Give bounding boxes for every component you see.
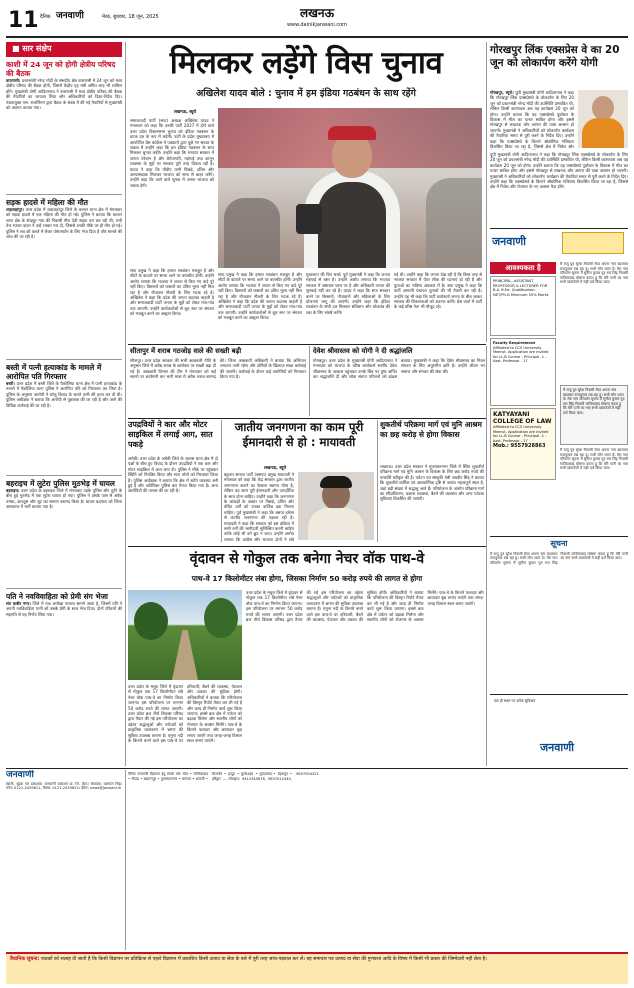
classifieds-banner [490, 228, 628, 258]
arson-body: अमेठी। उत्तर प्रदेश के अमेठी जिले के जायस थाना क्षेत्र में दो पक्षों के बीच हुए विवाद के दौरान उपद्रवियों ने एक कार और मोटर साइकिल में आग लगा दी। पुलिस ने मौके पर पहुंचकर स्थिति को नियंत्रित किया और सात लोगों को गिरफ्तार किया है। पुलिस अधीक्षक ने बताया कि क्षेत्र में शांति व्यवस्था बनी हुई है और अतिरिक्त पुलिस बल तैनात किया गया है। अन्य आरोपियों की तलाश की जा रही है। [128, 456, 218, 494]
column-divider [125, 770, 126, 950]
notices-body: मैं राजू पुत्र सुरेश निवासी मेरठ अपना नाम बदलकर राजकुमार रख रहा हूं। सभी लोग ध्यान दें। मेरा नाम परिवर्तन सूचना मैं सुनील कुमार पुत्र राम सिंह निवासी गाजियाबाद घोषणा करता हूं कि मेरी पत्नी का नाम सभी दस्तावेजों में सही दर्ज किया जाए। [490, 551, 628, 565]
classifieds-footer [490, 694, 628, 766]
sidebar-item-headline: बहराइच में लुटेरा पुलिस मुठभेड़ में घायल [6, 479, 115, 488]
photo-saffron-robe [582, 118, 624, 148]
sidebar-item-body [6, 381, 122, 471]
sitapur-body: सीतापुर। उत्तर प्रदेश सरकार की सभी आबकारी नीति के अनुसार जिले में अवैध शराब के कारोबार पर सख्ती बढ़ा दी गई है। आबकारी विभाग की टीम ने मंगलवार को कई स्थानों पर छापेमारी कर भारी मात्रा में अवैध शराब बरामद की। जिला आबकारी अधिकारी ने बताया कि अभियान लगातार जारी रहेगा और दोषियों के खिलाफ सख्त कार्रवाई की जाएगी। कार्रवाई के दौरान कई आरोपियों को गिरफ्तार किया गया है। [130, 358, 306, 380]
mayawati-dateline: लखनऊ, ब्यूरो [264, 466, 287, 471]
lead-headline: मिलकर लड़ेंगे विस चुनाव [169, 45, 443, 81]
photo-person-side [224, 198, 280, 268]
photo-mic [296, 204, 322, 234]
section-title: लखनऊ [299, 6, 335, 20]
vrindavan-headline: वृंदावन से गोकुल तक बनेगा नेचर वॉक पाथ-वे [189, 551, 425, 567]
sidebar-item [6, 194, 122, 355]
website-link[interactable]: www.dainikjanwani.com [286, 22, 348, 28]
yogi-tribute-body: गोरखपुर। उत्तर प्रदेश के मुख्यमंत्री योगी आदित्यनाथ ने मंगलवार को भाजपा के वरिष्ठ कार्यकर्ता स्वर्गीय देवेश श्रीवास्तव के आवास पहुंचकर उनके चित्र पर पुष्प अर्पित कर श्रद्धांजलि दी और शोक संतप्त परिजनों को ढांढस बंधाया। मुख्यमंत्री ने कहा कि देवेश श्रीवास्तव का निधन संगठन के लिए अपूरणीय क्षति है। उन्होंने जीवन भर समाज और संगठन की सेवा की। [313, 358, 485, 380]
sidebar-header-label: सार संक्षेप [22, 44, 52, 53]
photo-hair [320, 476, 352, 488]
lead-column-1: समाजवादी पार्टी (सपा) अध्यक्ष अखिलेश यादव ने मंगलवार को कहा कि उनकी पार्टी 2027 में होने वाले उत्तर प्रदेश विधानसभा चुनाव को इंडिया गठबंधन के घटक दल के रूप में लड़ेगी। पार्टी के प्रदेश मुख्यालय में आयोजित प्रेस कांफ्रेंस में पत्रकारों द्वारा पूछे गए सवाल के जवाब में उन्होंने कहा कि हम इंडिया गठबंधन के साथ मिलकर चुनाव लड़ेंगे। उन्होंने कहा कि भाजपा सरकार में जनता परेशान है और बेरोजगारी, महंगाई तथा कानून व्यवस्था के मुद्दों पर सरकार पूरी तरह विफल रही है। यादव ने कहा कि पीडीए यानी पिछड़े, दलित और अल्पसंख्यक मिलकर भाजपा को सत्ता से बाहर करेंगे। उन्होंने कहा कि आने वाले चुनाव में जनता भाजपा को जवाब देगी। [130, 118, 214, 188]
ads-directory: दैनिक जनवाणी विज्ञापन हेतु संपर्क करें: मेरठ • गाजियाबाद • नोएडा • सहारनपुर • मुजफ्फरनगर • बागपत • शामली • बिजनौर • हापुड़ • बुलंदशहर • मुरादाबाद • देहरादून • हरिद्वार — मोबाइल: 9412345678, 9837012345, 9897054321 [128, 772, 319, 781]
mayawati-body-1: बहुजन समाज पार्टी (बसपा) प्रमुख मायावती ने मंगलवार को कहा कि केंद्र सरकार द्वारा जातीय जनगणना कराने का फैसला स्वागत योग्य है, लेकिन यह काम पूरी ईमानदारी और पारदर्शिता के साथ होना चाहिए। उन्होंने कहा कि जनगणना के आंकड़ों के आधार पर पिछड़े, दलित और वंचित वर्गों को उनका वाजिब हक मिलना चाहिए। पूर्व मुख्यमंत्री ने कहा कि बसपा हमेशा से जातीय जनगणना की पक्षधर रही है। मायावती ने कहा कि सरकार को इस प्रक्रिया में सभी वर्गों की भागीदारी सुनिश्चित करनी चाहिए ताकि कोई भी वर्ग छूट न जाए। उन्होंने आरोप लगाया कि कांग्रेस और भाजपा दोनों ने लंबे [224, 472, 294, 542]
lead-photo-akhilesh [218, 108, 482, 268]
sidebar-item-text: प्रधानमंत्री नरेन्द्र मोदी के संसदीय क्षेत्र वाराणसी में 24 जून को मध्य क्षेत्रीय परिषद की बैठक होगी, जिसमें केंद्रीय गृह मंत्री अमित शाह भी शामिल होंगे। मुख्यमंत्री योगी आदित्यनाथ ने वाराणसी में मध्य क्षेत्रीय परिषद की बैठक की तैयारियों का जायजा लिया और अधिकारियों को दिशा-निर्देश दिए। मंडलायुक्त एस. राजलिंगम द्वारा बैठक के संबंध में की गई तैयारियों से मुख्यमंत्री को अवगत कराया गया। [6, 78, 122, 111]
job-ad-title: Faculty Requirement [493, 341, 536, 345]
column-divider [309, 346, 310, 416]
sitapur-headline: सीतापुर में शराब गठजोड़ वाले की सख्ती बढ़ी [130, 347, 242, 355]
sidebar-item-body [6, 601, 122, 681]
nature-path-photo [128, 590, 242, 680]
column-divider [377, 420, 378, 542]
sidebar-item [6, 588, 122, 681]
lead-column-4: गई थी। उन्होंने कहा कि जनता देख रही है कि किस तरह से भाजपा सरकार में पेपर लीक की घटनाएं हो रही हैं और युवाओं का भविष्य अंधकार में है। सपा प्रमुख ने कहा कि पार्टी आगामी पंचायत चुनावों की भी तैयारी कर रही है। उन्होंने यह भी कहा कि पार्टी कार्यकर्ता जनता के बीच जाकर सरकार की विफलताओं को उजागर करेंगे। प्रेस वार्ता में पार्टी के कई वरिष्ठ नेता भी मौजूद रहे। [394, 272, 482, 310]
classifieds-tagline: एक ही स्थान पर अनेक सुविधाएं [494, 699, 536, 703]
arson-headline: उपद्रवियों ने कार और मोटर साइकिल में लगाई आग, सात पकड़े [128, 420, 213, 449]
vrindavan-body: उत्तर प्रदेश के मथुरा जिले में वृंदावन से गोकुल तक 17 किलोमीटर लंबे नेचर वॉक पाथ-वे का निर्माण किया जाएगा। इस परियोजना पर लगभग 50 करोड़ रुपये की लागत आएगी। उत्तर प्रदेश ब्रज तीर्थ विकास परिषद द्वारा तैयार की गई इस परियोजना का उद्देश्य श्रद्धालुओं और पर्यटकों को प्राकृतिक वातावरण में भ्रमण की सुविधा उपलब्ध कराना है। यमुना नदी के किनारे बनने वाले इस पाथ-वे पर हरियाली, बैठने की व्यवस्था, पेयजल और प्रकाश की सुविधा होगी। अधिकारियों ने बताया कि परियोजना की विस्तृत रिपोर्ट तैयार कर ली गई है और जल्द ही निर्माण कार्य शुरू किया जाएगा। इससे ब्रज क्षेत्र में पर्यटन को बढ़ावा मिलेगा और स्थानीय लोगों को रोजगार के अवसर मिलेंगे। पाथ-वे के किनारे फलदार और छायादार वृक्ष लगाए जाएंगे तथा जगह-जगह विश्राम स्थल बनाए जाएंगे। [246, 590, 484, 623]
sidebar-icon: ■ [12, 44, 23, 53]
footer-disclaimer [6, 952, 628, 984]
college-ad-title: KATYAYANI COLLEGE OF LAW [493, 411, 552, 425]
yogi-photo [578, 90, 628, 148]
job-ad-text: PRINCIPAL, ASSISTANT PROFESSOR & LECTURER FOR B.A. B.Ed. Qualification: NET/Ph.D Minimum 55% Marks [493, 279, 549, 297]
sidebar-item-kicker: बहराइच। [6, 488, 20, 493]
photo-tree [204, 598, 238, 638]
column-divider [221, 420, 222, 542]
photo-dress [308, 508, 364, 540]
photo-person-vest [318, 182, 386, 268]
imprint-brand: जनवाणी [6, 770, 34, 780]
sidebar-item-body [6, 78, 122, 190]
column-divider [486, 42, 487, 342]
sidebar-item-kicker: संत कबीर नगर। [6, 601, 31, 606]
sidebar-item-headline: पति ने नवविवाहिता को प्रेमी संग भेजा [6, 592, 108, 601]
notice-text: मैं राजू पुत्र सुरेश निवासी मेरठ अपना नाम बदलकर राजकुमार रख रहा हूं। सभी लोग ध्यान दें। मेरा नाम परिवर्तन सूचना मैं सुनील कुमार पुत्र राम सिंह निवासी गाजियाबाद घोषणा करता हूं कि मेरी पत्नी का नाम सभी दस्तावेजों में सही दर्ज किया जाए। [560, 448, 628, 471]
right-top-body: यूपी मुख्यमंत्री योगी आदित्यनाथ ने कहा कि गोरखपुर लिंक एक्सप्रेसवे के लोकार्पण के लिए 20 जून को प्रधानमंत्री नरेन्द्र मोदी की उपस्थिति प्रस्तावित थी, लेकिन किसी कारणवश अब यह कार्यक्रम 20 जून को होगा। उन्होंने बताया कि यह एक्सप्रेसवे पूर्वांचल के विकास में मील का पत्थर साबित होगा और इससे गोरखपुर से लखनऊ और आगरा की यात्रा आसान हो जाएगी। मुख्यमंत्री ने अधिकारियों को लोकार्पण कार्यक्रम की तैयारियां समय से पूरी करने के निर्देश दिए। उन्होंने कहा कि एक्सप्रेसवे के किनारे औद्योगिक गलियारा विकसित किया जा रहा है, जिससे क्षेत्र में निवेश और रोजगार के नए अवसर पैदा होंगे। [490, 152, 628, 190]
masthead-rule [6, 36, 628, 38]
sidebar-item [6, 60, 122, 190]
lead-column-2: सपा प्रमुख ने कहा कि हमारा गठबंधन मजबूत है और सीटों के बंटवारे पर समय आने पर बातचीत होगी। उन्होंने आरोप लगाया कि भाजपा ने जनता से किए गए वादे पूरे नहीं किए। किसानों को फसलों का उचित मूल्य नहीं मिल रहा है और नौजवान नौकरी के लिए भटक रहे हैं। अखिलेश ने कहा कि प्रदेश की जनता बदलाव चाहती है और समाजवादी पार्टी जनता के मुद्दों को लेकर गांव-गांव तक जाएगी। उन्होंने कार्यकर्ताओं से बूथ स्तर पर संगठन को मजबूत करने का आह्वान किया। [218, 272, 302, 321]
photo-tree [134, 602, 168, 640]
imprint-box [6, 770, 122, 950]
sidebar-item [6, 475, 122, 584]
college-ad-text: Affiliated to CCS University Meerut. Application are invited for LL.B Course - Principal -1 - Asst. Professor - 17 [493, 425, 549, 443]
dateline: मेरठ, बुधवार, 18 जून, 2025 [102, 14, 159, 20]
classifieds-footer-brand: जनवाणी [540, 741, 575, 754]
sidebar-item-kicker: शाहजहांपुर। [6, 207, 24, 212]
classifieds-left [490, 262, 556, 484]
paper-name: जनवाणी [56, 11, 84, 21]
sidebar-item-headline: सड़क हादसे में महिला की मौत [6, 198, 88, 207]
job-ad [490, 276, 556, 336]
mayawati-headline: जातीय जनगणना का काम पूरी ईमानदारी से हो : मायावती [234, 420, 364, 449]
college-ad-phone [493, 443, 553, 450]
photo-path [172, 630, 198, 680]
sidebar-item-text: जिले में एक अनोखा मामला सामने आया है, जिसमें पति ने अपनी नवविवाहिता पत्नी को उसके प्रेमी के साथ भेज दिया। दोनों परिवारों की सहमति से यह निर्णय लिया गया। [6, 601, 122, 617]
footer-label: वैधानिक सूचना: [10, 956, 40, 962]
matrimonial-ad [560, 385, 628, 445]
vrindavan-subhead: पाथ-वे 17 किलोमीटर लंबा होगा, जिसका निर्माण 50 करोड़ रुपये की लागत से होगा [191, 574, 423, 583]
section-rule [128, 546, 486, 547]
classifieds-brand: जनवाणी [492, 235, 527, 248]
inter-ad-logo [562, 232, 624, 254]
notice-text: मैं राजू पुत्र सुरेश निवासी मेरठ अपना नाम बदलकर राजकुमार रख रहा हूं। सभी लोग ध्यान दें। मेरा नाम परिवर्तन सूचना मैं सुनील कुमार पुत्र राम सिंह निवासी गाजियाबाद घोषणा करता हूं कि मेरी पत्नी का नाम सभी दस्तावेजों में सही दर्ज किया जाए। [560, 262, 628, 285]
sidebar-item [6, 359, 122, 471]
column-divider [486, 346, 487, 766]
photo-head [592, 96, 614, 120]
footer-text: पाठकों को सलाह दी जाती है कि किसी विज्ञापन पर प्रतिक्रिया से पहले विज्ञापन में प्रकाशित किसी उत्पाद या सेवा के बारे में पूरी तरह जांच-पड़ताल कर लें। यह समाचार पत्र उत्पाद या सेवा की गुणवत्ता आदि के विषय में किसी भी प्रकार की जिम्मेदारी नहीं लेता है। [40, 957, 487, 962]
page-number: 11 [8, 8, 39, 33]
sidebar-header [6, 42, 122, 57]
lead-subhead: अखिलेश यादव बोले : चुनाव में हम इंडिया गठबंधन के साथ रहेंगे [196, 88, 416, 99]
matrimonial-text: मैं राजू पुत्र सुरेश निवासी मेरठ अपना नाम बदलकर राजकुमार रख रहा हूं। सभी लोग ध्यान दें। मेरा नाम परिवर्तन सूचना मैं सुनील कुमार पुत्र राम सिंह निवासी गाजियाबाद घोषणा करता हूं कि मेरी पत्नी का नाम सभी दस्तावेजों में सही दर्ज किया जाए। [563, 388, 625, 415]
classifieds-header: आवश्यकता है [490, 262, 556, 274]
imprint-text: स्वामी, मुद्रक एवं प्रकाशक: जनवाणी प्रकाशन प्रा. लि. मेरठ। संपादक: यशपाल सिंह। फोन: 0121-2439611, फैक्स: 0121-2439622। ईमेल: news@janwani.in [6, 781, 122, 791]
sidebar-item-body [6, 488, 122, 584]
phone-number: 9557928863 [510, 443, 546, 450]
sidebar [6, 42, 122, 766]
shukrtal-body: लखनऊ। उत्तर प्रदेश सरकार ने मुजफ्फरनगर जिले में स्थित शुकतीर्थ परिक्रमा मार्ग एवं मुनि आश्रम के विकास के लिए छह करोड़ रुपये की धनराशि स्वीकृत की है। पर्यटन एवं संस्कृति मंत्री जयवीर सिंह ने बताया कि शुकतीर्थ धार्मिक एवं आध्यात्मिक दृष्टि से अत्यंत महत्वपूर्ण स्थल है, जहां बड़ी संख्या में श्रद्धालु आते हैं। परियोजना के अंतर्गत परिक्रमा मार्ग का सौंदर्यीकरण, प्रकाश व्यवस्था, बैठने की व्यवस्था और अन्य पर्यटक सुविधाएं विकसित की जाएंगी। [380, 464, 484, 502]
shukrtal-headline: शुकतीर्थ परिक्रमा मार्ग एवं मुनि आश्रम का छह करोड़ से होगा विकास [380, 420, 482, 439]
yogi-tribute-headline: देवेश श्रीवास्तव को योगी ने दी श्रद्धांजलि [313, 347, 413, 355]
right-top-headline: गोरखपुर लिंक एक्सप्रेस वे का 20 जून को लोकार्पण करेंगे योगी [490, 44, 620, 69]
right-top-body-narrow [490, 90, 574, 150]
sidebar-item-kicker: बस्ती। [6, 381, 15, 386]
college-ad [490, 408, 556, 480]
column-divider [125, 42, 126, 766]
sidebar-item-headline: बस्ती में पत्नी हत्याकांड के मामले में आरोपित पति गिरफ्तार [6, 363, 102, 381]
lead-dateline: लखनऊ, ब्यूरो [174, 110, 197, 115]
notices-block [490, 536, 628, 692]
vrindavan-body-left: उत्तर प्रदेश के मथुरा जिले में वृंदावन से गोकुल तक 17 किलोमीटर लंबे नेचर वॉक पाथ-वे का निर्माण किया जाएगा। इस परियोजना पर लगभग 50 करोड़ रुपये की लागत आएगी। उत्तर प्रदेश ब्रज तीर्थ विकास परिषद द्वारा तैयार की गई इस परियोजना का उद्देश्य श्रद्धालुओं और पर्यटकों को प्राकृतिक वातावरण में भ्रमण की सुविधा उपलब्ध कराना है। यमुना नदी के किनारे बनने वाले इस पाथ-वे पर हरियाली, बैठने की व्यवस्था, पेयजल और प्रकाश की सुविधा होगी। अधिकारियों ने बताया कि परियोजना की विस्तृत रिपोर्ट तैयार कर ली गई है और जल्द ही निर्माण कार्य शुरू किया जाएगा। इससे ब्रज क्षेत्र में पर्यटन को बढ़ावा मिलेगा और स्थानीय लोगों को रोजगार के अवसर मिलेंगे। पाथ-वे के किनारे फलदार और छायादार वृक्ष लगाए जाएंगे तथा जगह-जगह विश्राम स्थल बनाए जाएंगे। [128, 684, 242, 744]
lead-column-1-continued: सपा प्रमुख ने कहा कि हमारा गठबंधन मजबूत है और सीटों के बंटवारे पर समय आने पर बातचीत होगी। उन्होंने आरोप लगाया कि भाजपा ने जनता से किए गए वादे पूरे नहीं किए। किसानों को फसलों का उचित मूल्य नहीं मिल रहा है और नौजवान नौकरी के लिए भटक रहे हैं। अखिलेश ने कहा कि प्रदेश की जनता बदलाव चाहती है और समाजवादी पार्टी जनता के मुद्दों को लेकर गांव-गांव तक जाएगी। उन्होंने कार्यकर्ताओं से बूथ स्तर पर संगठन को मजबूत करने का आह्वान किया। [130, 268, 214, 317]
masthead [6, 4, 628, 38]
sidebar-item-headline: काशी में 24 जून को होगी क्षेत्रीय परिषद की बैठक [6, 60, 116, 78]
sidebar-item-text: उत्तर प्रदेश में शाहजहांपुर जिले के कलान थाना क्षेत्र में मंगलवार को सड़क हादसे में एक महिला की मौत हो गई। पुलिस ने बताया कि कलान थाना क्षेत्र के शेखपुर गांव की निवासी मीरा देवी सड़क पार कर रही थी, तभी तेज रफ्तार वाहन ने उन्हें टक्कर मार दी, जिससे उनकी मौके पर ही मौत हो गई। पुलिस ने शव को कब्जे में लेकर पोस्टमार्टम के लिए भेज दिया है और मामले की जांच की जा रही है। [6, 207, 122, 240]
sidebar-item-text: उत्तर प्रदेश में बस्ती जिले के पैकोलिया थाना क्षेत्र में पत्नी हत्याकांड के मामले में पैकोलिया थाना पुलिस ने आरोपित पति को गिरफ्तार कर लिया है। पुलिस के अनुसार आरोपी ने घरेलू विवाद के चलते पत्नी की हत्या कर दी थी। पुलिस अधीक्षक ने बताया कि आरोपी से पूछताछ की जा रही है और आगे की विधिक कार्रवाई की जा रही है। [6, 381, 122, 408]
mayawati-photo [298, 472, 374, 540]
right-top-text: यूपी मुख्यमंत्री योगी आदित्यनाथ ने कहा कि गोरखपुर लिंक एक्सप्रेसवे के लोकार्पण के लिए 20 जून को प्रधानमंत्री नरेन्द्र मोदी की उपस्थिति प्रस्तावित थी, लेकिन किसी कारणवश अब यह कार्यक्रम 20 जून को होगा। उन्होंने बताया कि यह एक्सप्रेसवे पूर्वांचल के विकास में मील का पत्थर साबित होगा और इससे गोरखपुर से लखनऊ और आगरा की यात्रा आसान हो जाएगी। मुख्यमंत्री ने अधिकारियों को लोकार्पण कार्यक्रम की तैयारियां समय से पूरी करने के निर्देश दिए। उन्होंने कहा कि एक्सप्रेसवे के किनारे औद्योगिक गलियारा विकसित किया जा रहा है, जिससे क्षेत्र में निवेश और [490, 90, 574, 150]
phone-label: Mob.: [493, 443, 509, 450]
right-top-kicker: गोरखपुर, ब्यूरो। [490, 90, 514, 95]
imprint-rule [6, 768, 628, 769]
sidebar-item-text: उत्तर प्रदेश के बहराइच जिले में मंगलवार तड़के पुलिस और लुटेरे के बीच हुई मुठभेड़ में एक लुटेरा घायल हो गया। पुलिस ने उसके पास से अवैध तमंचा, कारतूस और लूट का सामान बरामद किया है। घायल बदमाश को जिला अस्पताल में भर्ती कराया गया है। [6, 488, 122, 510]
photo-person-cap [328, 126, 376, 140]
paper-prefix: दैनिक [40, 14, 51, 20]
lead-column-3: मुलाकात की फिर चर्चा। पूर्व मुख्यमंत्री ने कहा कि जनता महंगाई से त्रस्त है। उन्होंने आरोप लगाया कि भाजपा सरकार में भ्रष्टाचार चरम पर है और अधिकारी जनता की सुनवाई नहीं कर रहे हैं। यादव ने कहा कि सपा सरकार बनने पर किसानों, नौजवानों और महिलाओं के लिए योजनाएं लागू की जाएंगी। उन्होंने कहा कि इंडिया गठबंधन के सभी दल मिलकर संविधान और लोकतंत्र की रक्षा के लिए संघर्ष करेंगे। [306, 272, 390, 315]
notices-header: सूचना [550, 539, 568, 548]
job-ad [490, 338, 556, 406]
sidebar-item-kicker: वाराणसी। [6, 78, 21, 83]
section-rule [128, 418, 486, 419]
section-rule [128, 344, 486, 345]
sidebar-item-body [6, 207, 122, 355]
photo-person-side-right [426, 178, 482, 268]
classifieds-right [560, 262, 628, 532]
job-ad-text: Affiliated to CCS University Meerut. Application are invited for LL.B Course - Principal -1 - Asst. Professor - 17 [493, 345, 549, 364]
